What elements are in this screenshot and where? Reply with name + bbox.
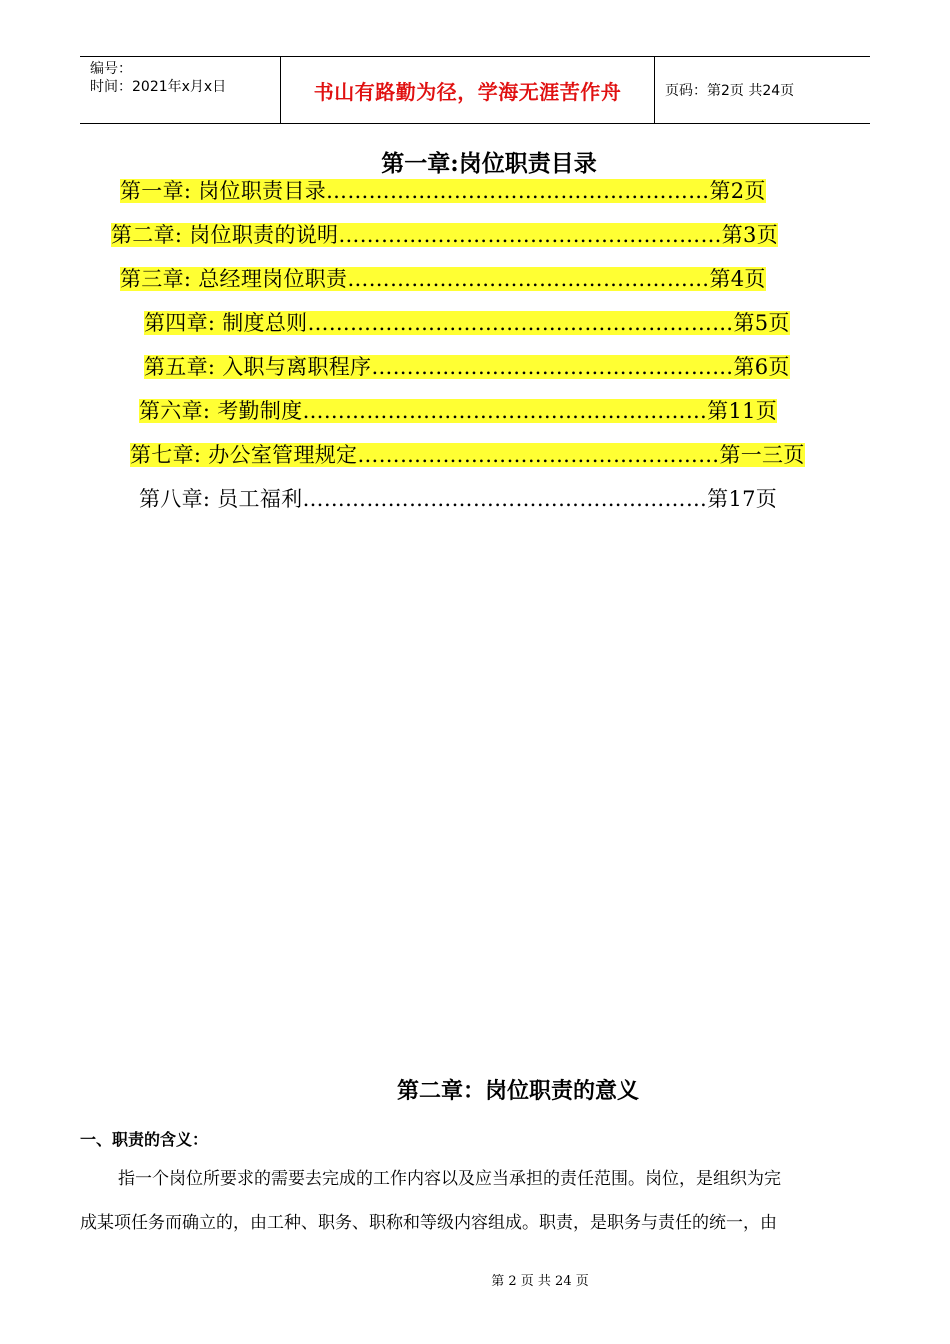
toc-entry-3[interactable]: 第三章: 总经理岗位职责……………………………………………第4页 bbox=[120, 267, 766, 291]
page-footer: 第 2 页 共 24 页 bbox=[491, 1274, 589, 1289]
toc-entry-7[interactable]: 第七章: 办公室管理规定……………………………………………第一三页 bbox=[130, 443, 805, 467]
document-header bbox=[80, 56, 870, 124]
toc-entry-1[interactable]: 第一章: 岗位职责目录………………………………………………第2页 bbox=[120, 179, 766, 203]
paragraph-line-1: 指一个岗位所要求的需要去完成的工作内容以及应当承担的责任范围。岗位，是组织为完 bbox=[118, 1169, 781, 1189]
chapter-title: 第二章：岗位职责的意义 bbox=[396, 1078, 639, 1104]
toc-entry-2[interactable]: 第二章: 岗位职责的说明………………………………………………第3页 bbox=[111, 223, 779, 247]
toc-entry-8[interactable]: 第八章: 员工福利…………………………………………………第17页 bbox=[139, 487, 778, 511]
toc-entry-4[interactable]: 第四章: 制度总则……………………………………………………第5页 bbox=[144, 311, 790, 335]
number-label: 编号： bbox=[90, 61, 132, 77]
header-meta bbox=[80, 57, 281, 123]
time-label: 时间：2021年x月x日 bbox=[90, 79, 227, 95]
toc-entry-5[interactable]: 第五章: 入职与离职程序……………………………………………第6页 bbox=[144, 355, 790, 379]
header-page-info: 页码：第2页 共24页 bbox=[665, 83, 795, 99]
toc-entry-6[interactable]: 第六章: 考勤制度…………………………………………………第11页 bbox=[139, 399, 778, 423]
section-heading: 一、职责的含义： bbox=[80, 1130, 209, 1149]
paragraph-line-2: 成某项任务而确立的，由工种、职务、职称和等级内容组成。职责，是职务与责任的统一，由 bbox=[80, 1213, 777, 1233]
header-motto: 书山有路勤为径，学海无涯苦作舟 bbox=[281, 57, 655, 123]
toc-title: 第一章:岗位职责目录 bbox=[381, 150, 597, 177]
